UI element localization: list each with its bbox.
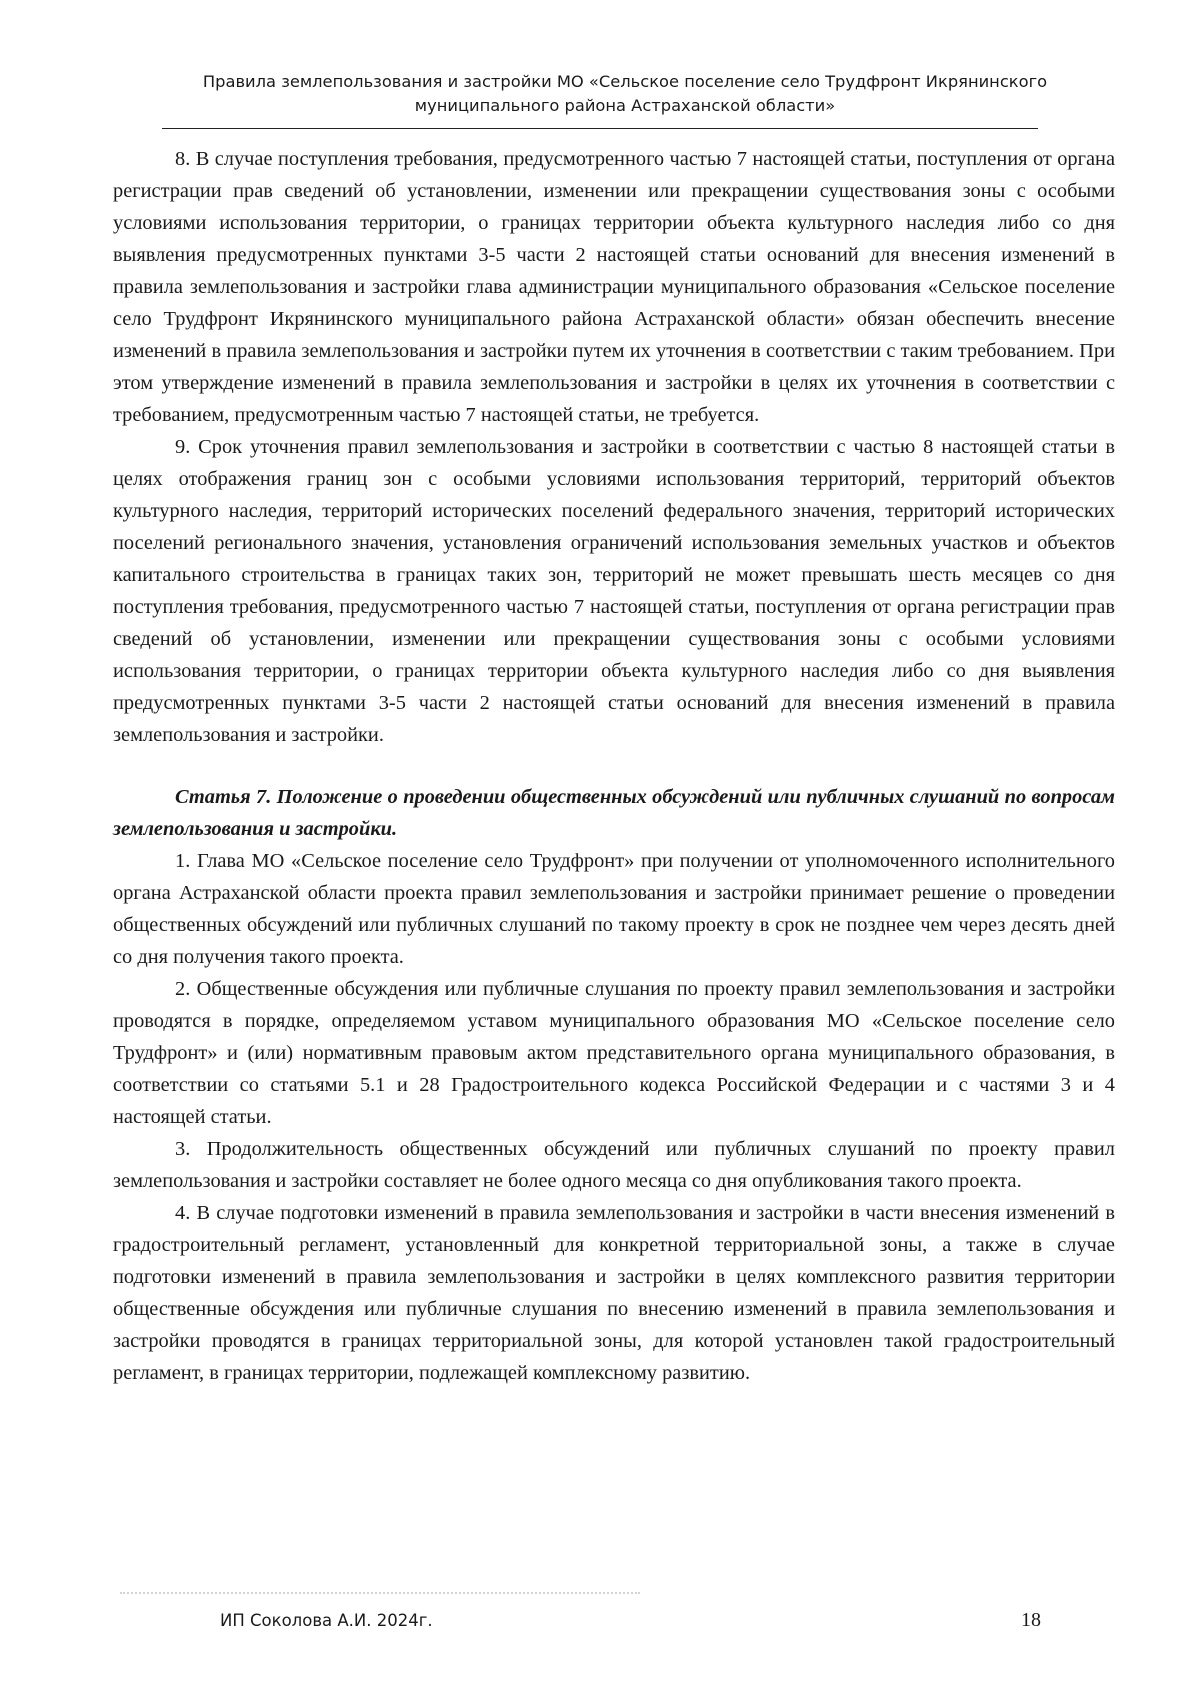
document-body xyxy=(113,143,1115,1389)
running-header-line-1: Правила землепользования и застройки МО «Сельское поселение село Трудфронт Икрянинского xyxy=(202,72,1048,91)
article-7-paragraph-2: 2. Общественные обсуждения или публичные слушания по проекту правил землепользования и застройки проводятся в порядке, определяемом уставом муниципального образования МО «Сельское поселение село Трудфронт» и (или) нормативным правовым актом представительного органа муниципального образования, в соответствии со статьями 5.1 и 28 Градостроительного кодекса Российской Федерации и с частями 3 и 4 настоящей статьи. xyxy=(113,978,1115,1128)
running-header xyxy=(170,70,1080,118)
paragraph-8: 8. В случае поступления требования, предусмотренного частью 7 настоящей статьи, поступления от органа регистрации прав сведений об установлении, изменении или прекращении существования зоны с особыми условиями использования территории, о границах территории объекта культурного наследия либо со дня выявления предусмотренных пунктами 3-5 части 2 настоящей статьи оснований для внесения изменений в правила землепользования и застройки глава администрации муниципального образования «Сельское поселение село Трудфронт Икрянинского муниципального района Астраханской области» обязан обеспечить внесение изменений в правила землепользования и застройки путем их уточнения в соответствии с таким требованием. При этом утверждение изменений в правила землепользования и застройки в целях их уточнения в соответствии с требованием, предусмотренным частью 7 настоящей статьи, не требуется. xyxy=(113,148,1115,426)
header-rule xyxy=(162,128,1038,129)
article-7-paragraph-1: 1. Глава МО «Сельское поселение село Трудфронт» при получении от уполномоченного исполнительного органа Астраханской области проекта правил землепользования и застройки принимает решение о проведении общественных обсуждений или публичных слушаний по такому проекту в срок не позднее чем через десять дней со дня получения такого проекта. xyxy=(113,850,1115,968)
running-header-line-2: муниципального района Астраханской области» xyxy=(414,96,836,115)
page-number: 18 xyxy=(1021,1609,1041,1631)
article-7-heading: Статья 7. Положение о проведении общественных обсуждений или публичных слушаний по вопросам землепользования и застройки. xyxy=(113,786,1115,840)
footer-dotted-line xyxy=(120,1592,640,1594)
footer-author: ИП Соколова А.И. 2024г. xyxy=(220,1611,433,1630)
paragraph-9: 9. Срок уточнения правил землепользования и застройки в соответствии с частью 8 настоящей статьи в целях отображения границ зон с особыми условиями использования территорий, территорий объектов культурного наследия, территорий исторических поселений федерального значения, территорий исторических поселений регионального значения, установления ограничений использования земельных участков и объектов капитального строительства в границах таких зон, территорий не может превышать шесть месяцев со дня поступления требования, предусмотренного частью 7 настоящей статьи, поступления от органа регистрации прав сведений об установлении, изменении или прекращении существования зоны с особыми условиями использования территории, о границах территории объекта культурного наследия либо со дня выявления предусмотренных пунктами 3-5 части 2 настоящей статьи оснований для внесения изменений в правила землепользования и застройки. xyxy=(113,436,1115,746)
article-7-paragraph-3: 3. Продолжительность общественных обсуждений или публичных слушаний по проекту правил землепользования и застройки составляет не более одного месяца со дня опубликования такого проекта. xyxy=(113,1138,1115,1192)
article-7-paragraph-4: 4. В случае подготовки изменений в правила землепользования и застройки в части внесения изменений в градостроительный регламент, установленный для конкретной территориальной зоны, а также в случае подготовки изменений в правила землепользования и застройки в целях комплексного развития территории общественные обсуждения или публичные слушания по внесению изменений в правила землепользования и застройки проводятся в границах территориальной зоны, для которой установлен такой градостроительный регламент, в границах территории, подлежащей комплексному развитию. xyxy=(113,1202,1115,1384)
